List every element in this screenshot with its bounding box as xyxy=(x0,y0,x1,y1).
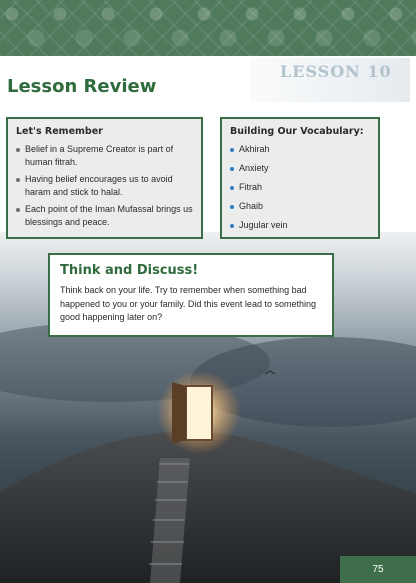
vocabulary-heading: Building Our Vocabulary: xyxy=(230,126,364,137)
page-number xyxy=(340,556,416,583)
vocab-item-text: Fitrah xyxy=(239,182,263,192)
bullet-icon xyxy=(230,224,234,228)
lets-remember-box xyxy=(6,117,203,239)
banner-pattern xyxy=(0,0,416,56)
vocab-item-text: Anxiety xyxy=(239,163,269,173)
list-item-text: Having belief encourages us to avoid haram and stick to halal. xyxy=(25,174,173,197)
bullet-icon xyxy=(16,148,20,152)
bullet-icon xyxy=(230,148,234,152)
page-title: Lesson Review xyxy=(7,76,157,97)
header-banner xyxy=(0,0,416,56)
vocabulary-list xyxy=(230,143,370,232)
open-door-panel xyxy=(172,382,186,444)
faded-lesson-heading xyxy=(250,58,410,102)
bullet-icon xyxy=(16,178,20,182)
vocab-item xyxy=(230,219,370,232)
list-item xyxy=(16,143,193,169)
vocab-item-text: Jugular vein xyxy=(239,220,288,230)
lets-remember-list xyxy=(16,143,193,229)
bullet-icon xyxy=(16,208,20,212)
bullet-icon xyxy=(230,186,234,190)
bullet-icon xyxy=(230,167,234,171)
faded-lesson-heading-text: LESSON 10 xyxy=(280,62,392,81)
vocab-item xyxy=(230,181,370,194)
list-item-text: Each point of the Iman Mufassal brings us blessings and peace. xyxy=(25,204,193,227)
vocab-item xyxy=(230,162,370,175)
list-item xyxy=(16,203,193,229)
think-and-discuss-box xyxy=(48,253,334,337)
door-frame xyxy=(186,386,212,440)
vocab-item xyxy=(230,143,370,156)
think-and-discuss-body: Think back on your life. Try to remember when something bad happened to you or your family. Did this event lead to something good happening later on? xyxy=(60,285,316,322)
vocab-item-text: Ghaib xyxy=(239,201,264,211)
list-item xyxy=(16,173,193,199)
vocabulary-box xyxy=(220,117,380,239)
think-and-discuss-heading: Think and Discuss! xyxy=(60,263,199,278)
page-number-text: 75 xyxy=(372,564,384,575)
list-item-text: Belief in a Supreme Creator is part of human fitrah. xyxy=(25,144,174,167)
vocab-item xyxy=(230,200,370,213)
vocab-item-text: Akhirah xyxy=(239,144,270,154)
lets-remember-heading: Let's Remember xyxy=(16,126,103,137)
bullet-icon xyxy=(230,205,234,209)
